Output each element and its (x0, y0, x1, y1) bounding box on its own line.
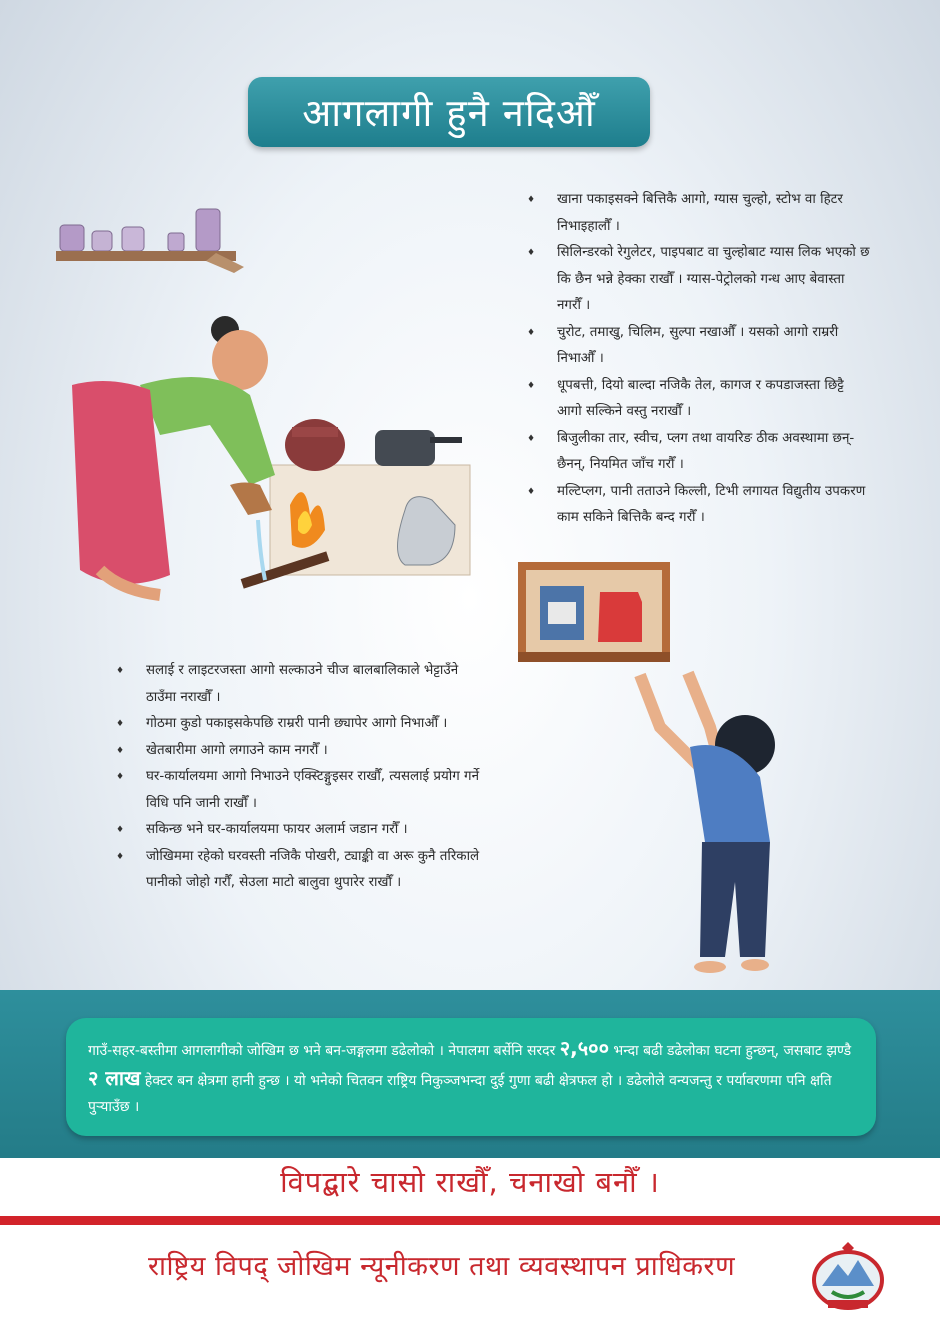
list-item: ♦ मल्टिप्लग, पानी तताउने किल्ली, टिभी लगायत विद्युतीय उपकरण काम सकिने बित्तिकै बन्द गरौँ । (527, 479, 872, 532)
list-item: ♦ सकिन्छ भने घर-कार्यालयमा फायर अलार्म जडान गरौँ । (116, 817, 486, 844)
info-text-part1: गाउँ-सहर-बस्तीमा आगलागीको जोखिम छ भने बन-जङ्गलमा डढेलोको । नेपालमा बर्सेनि सरदर (88, 1043, 560, 1059)
list-item: ♦ खेतबारीमा आगो लगाउने काम नगरौँ । (116, 738, 486, 765)
fuel-cabinet-illustration (518, 562, 673, 664)
list-item: ♦ सलाई र लाइटरजस्ता आगो सल्काउने चीज बालबालिकाले भेट्टाउँने ठाउँमा नराखौँ । (116, 658, 486, 711)
nepal-emblem-icon (808, 1242, 888, 1312)
list-item: ♦ जोखिममा रहेको घरवस्ती नजिकै पोखरी, ट्याङ्की वा अरू कुनै तरिकाले पानीको जोहो गरौँ, सेउला माटो बालुवा थुपारेर राखौँ । (116, 844, 486, 897)
info-text-part3: हेक्टर बन क्षेत्रमा हानी हुन्छ । यो भनेको चितवन राष्ट्रिय निकुञ्जभन्दा दुई गुणा बढी क्षेत्रफल हो । डढेलोले वन्यजन्तु र पर्यावरणमा पनि क्षति पुऱ्याउँछ । (88, 1072, 832, 1115)
info-number-1: २,५०० (559, 1036, 609, 1060)
slogan: विपद्बारे चासो राखौँ, चनाखो बनौँ । (280, 1165, 660, 1199)
info-text-part2: भन्दा बढी डढेलोका घटना हुन्छन्, जसबाट झण्डै (608, 1043, 852, 1059)
list-item: ♦ खाना पकाइसक्ने बित्तिकै आगो, ग्यास चुल्हो, स्टोभ वा हिटर निभाइहालौँ । (527, 187, 872, 240)
info-number-2: २ लाख (88, 1065, 141, 1090)
woman-extinguishing-fire-illustration (60, 315, 475, 615)
wildfire-info-box (66, 1018, 876, 1136)
list-item: ♦ गोठमा कुडो पकाइसकेपछि राम्ररी पानी छ्यापेर आगो निभाऔँ । (116, 711, 486, 738)
divider (0, 1216, 940, 1225)
fire-safety-tips-right (527, 187, 872, 532)
organization-name: राष्ट्रिय विपद् जोखिम न्यूनीकरण तथा व्यवस्थापन प्राधिकरण (148, 1251, 736, 1282)
list-item: ♦ धूपबत्ती, दियो बाल्दा नजिकै तेल, कागज र कपडाजस्ता छिट्टै आगो सल्किने वस्तु नराखौँ । (527, 373, 872, 426)
list-item: ♦ बिजुलीका तार, स्वीच, प्लग तथा वायरिङ ठीक अवस्थामा छन्-छैनन्, नियमित जाँच गरौँ । (527, 426, 872, 479)
list-item: ♦ सिलिन्डरको रेगुलेटर, पाइपबाट वा चुल्होबाट ग्यास लिक भएको छ कि छैन भन्ने हेक्का राखौँ । ग्यास-पेट्रोलको गन्ध आए बेवास्ता नगरौँ । (527, 240, 872, 320)
fire-safety-tips-left (116, 658, 486, 897)
list-item: ♦ चुरोट, तमाखु, चिलिम, सुल्पा नखाऔँ । यसको आगो राम्ररी निभाऔँ । (527, 320, 872, 373)
kitchen-shelf-illustration (56, 203, 248, 275)
child-reaching-illustration (630, 667, 790, 985)
page-title: आगलागी हुनै नदिऔँ (248, 77, 650, 147)
list-item: ♦ घर-कार्यालयमा आगो निभाउने एक्स्टिङ्गुइसर राखौँ, त्यसलाई प्रयोग गर्ने विधि पनि जानी राखौँ । (116, 764, 486, 817)
